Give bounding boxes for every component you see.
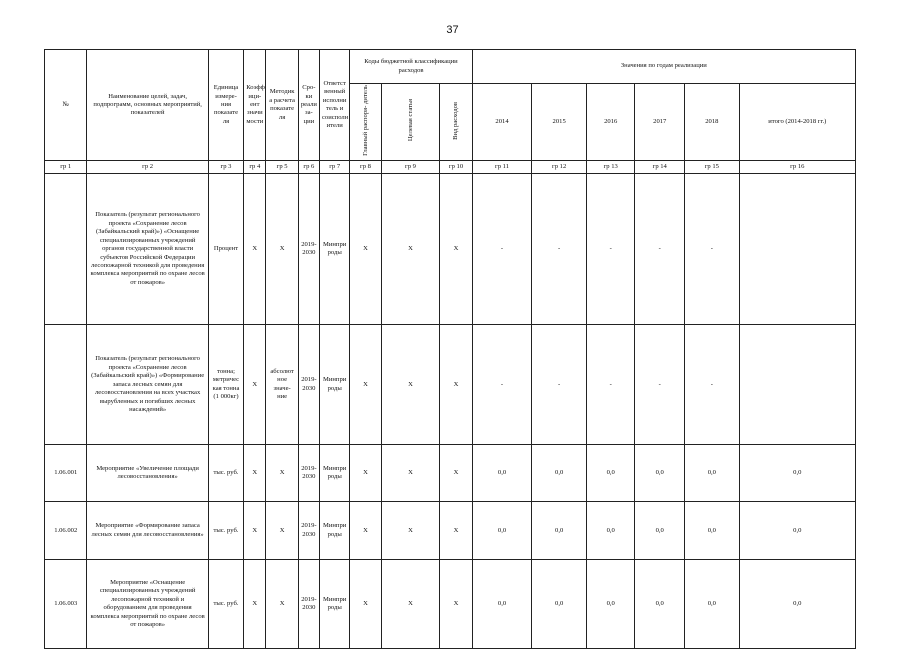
row-term: 2019-2030 bbox=[298, 560, 319, 649]
row-term: 2019-2030 bbox=[298, 502, 319, 560]
header-unit: Единица измере- ния показате ля bbox=[208, 50, 243, 161]
row-term: 2019-2030 bbox=[298, 174, 319, 325]
row-year-value: 0,0 bbox=[586, 560, 635, 649]
row-year-value: - bbox=[532, 325, 587, 445]
row-year-total bbox=[739, 174, 855, 325]
row-kbk-target-article: Х bbox=[381, 325, 440, 445]
row-year-value: 0,0 bbox=[635, 445, 685, 502]
row-responsible: Минпри роды bbox=[320, 445, 350, 502]
row-kbk-expense-type: Х bbox=[440, 502, 472, 560]
header-coef: Коэфф ици- ент значи мости bbox=[244, 50, 266, 161]
row-year-value: 0,0 bbox=[635, 502, 685, 560]
row-num bbox=[45, 174, 87, 325]
row-unit: тонна; метричес кая тонна (1 000кг) bbox=[208, 325, 243, 445]
row-coef: Х bbox=[244, 325, 266, 445]
row-year-value: - bbox=[635, 174, 685, 325]
row-responsible: Минпри роды bbox=[320, 174, 350, 325]
table-row bbox=[45, 174, 856, 325]
row-name: Мероприятие «Увеличение площади лесовосстановления» bbox=[87, 445, 208, 502]
group-cell: гр 11 bbox=[472, 161, 532, 174]
row-year-total: 0,0 bbox=[739, 560, 855, 649]
group-cell: гр 15 bbox=[685, 161, 740, 174]
header-kbk: Коды бюджетной классификации расходов bbox=[350, 50, 472, 84]
row-method: абсолют ное значе- ние bbox=[266, 325, 298, 445]
header-year-total: итого (2014-2018 гг.) bbox=[739, 84, 855, 161]
row-kbk-main-manager: Х bbox=[350, 502, 381, 560]
row-kbk-main-manager: Х bbox=[350, 325, 381, 445]
row-name: Показатель (результат регионального проекта «Сохранение лесов (Забайкальский край)») «Формирование запаса лесных семян для лесовосстановления на всех участках вырубленных и погибших лесных насаждений» bbox=[87, 325, 208, 445]
row-kbk-target-article: Х bbox=[381, 560, 440, 649]
group-cell: гр 8 bbox=[350, 161, 381, 174]
row-year-value: - bbox=[532, 174, 587, 325]
row-unit: тыс. руб. bbox=[208, 560, 243, 649]
row-name: Показатель (результат регионального проекта «Сохранение лесов (Забайкальский край)») «Оснащение специализированных учреждений органов государственной власти субъектов Российской Федерации лесопожарной техникой для проведения комплекса мероприятий по охране лесов от пожаров» bbox=[87, 174, 208, 325]
row-kbk-expense-type: Х bbox=[440, 325, 472, 445]
header-year: 2018 bbox=[685, 84, 740, 161]
row-method: Х bbox=[266, 560, 298, 649]
row-method: Х bbox=[266, 174, 298, 325]
row-kbk-expense-type: Х bbox=[440, 560, 472, 649]
header-num: № bbox=[45, 50, 87, 161]
row-kbk-main-manager: Х bbox=[350, 174, 381, 325]
row-method: Х bbox=[266, 445, 298, 502]
row-kbk-expense-type: Х bbox=[440, 445, 472, 502]
row-year-value: 0,0 bbox=[635, 560, 685, 649]
row-year-value: 0,0 bbox=[685, 560, 740, 649]
page-number: 37 bbox=[446, 24, 459, 36]
row-year-value: 0,0 bbox=[586, 445, 635, 502]
row-year-value: 0,0 bbox=[472, 560, 532, 649]
row-year-value: 0,0 bbox=[586, 502, 635, 560]
group-cell: гр 4 bbox=[244, 161, 266, 174]
header-kbk-main-manager: Главный распоря- дитель bbox=[350, 84, 381, 161]
row-year-value: - bbox=[472, 174, 532, 325]
header-year: 2015 bbox=[532, 84, 587, 161]
row-term: 2019-2030 bbox=[298, 325, 319, 445]
group-cell: гр 6 bbox=[298, 161, 319, 174]
row-year-value: 0,0 bbox=[472, 502, 532, 560]
row-kbk-target-article: Х bbox=[381, 445, 440, 502]
group-cell: гр 2 bbox=[87, 161, 208, 174]
group-cell: гр 9 bbox=[381, 161, 440, 174]
header-kbk-expense-type: Вид расходов bbox=[440, 84, 472, 161]
row-coef: Х bbox=[244, 174, 266, 325]
row-name: Мероприятие «Оснащение специализированных учреждений лесопожарной техникой и оборудованием для проведения комплекса мероприятий по охране лесов от пожаров» bbox=[87, 560, 208, 649]
row-name: Мероприятие «Формирование запаса лесных семян для лесовосстановления» bbox=[87, 502, 208, 560]
header-name: Наименование целей, задач, подпрограмм, основных мероприятий, показателей bbox=[87, 50, 208, 161]
row-kbk-main-manager: Х bbox=[350, 445, 381, 502]
row-num: 1.06.003 bbox=[45, 560, 87, 649]
group-cell: гр 12 bbox=[532, 161, 587, 174]
row-year-value: - bbox=[586, 325, 635, 445]
header-year: 2017 bbox=[635, 84, 685, 161]
row-year-value: 0,0 bbox=[685, 445, 740, 502]
row-year-total: 0,0 bbox=[739, 502, 855, 560]
group-cell: гр 14 bbox=[635, 161, 685, 174]
group-cell: гр 10 bbox=[440, 161, 472, 174]
group-number-row bbox=[45, 161, 856, 174]
row-coef: Х bbox=[244, 560, 266, 649]
group-cell: гр 13 bbox=[586, 161, 635, 174]
row-kbk-target-article: Х bbox=[381, 174, 440, 325]
row-unit: тыс. руб. bbox=[208, 445, 243, 502]
row-kbk-expense-type: Х bbox=[440, 174, 472, 325]
group-cell: гр 1 bbox=[45, 161, 87, 174]
table-row bbox=[45, 325, 856, 445]
row-unit: Процент bbox=[208, 174, 243, 325]
row-responsible: Минпри роды bbox=[320, 325, 350, 445]
table-row bbox=[45, 560, 856, 649]
header-years-title: Значения по годам реализации bbox=[472, 50, 855, 84]
row-year-value: - bbox=[685, 174, 740, 325]
row-kbk-main-manager: Х bbox=[350, 560, 381, 649]
row-unit: тыс. руб. bbox=[208, 502, 243, 560]
row-year-value: 0,0 bbox=[685, 502, 740, 560]
header-responsible: Ответст венный исполни тель и соисполн ители bbox=[320, 50, 350, 161]
row-responsible: Минпри роды bbox=[320, 502, 350, 560]
row-method: Х bbox=[266, 502, 298, 560]
row-num bbox=[45, 325, 87, 445]
row-year-value: 0,0 bbox=[532, 560, 587, 649]
table-row bbox=[45, 445, 856, 502]
row-year-value: 0,0 bbox=[472, 445, 532, 502]
row-year-value: - bbox=[472, 325, 532, 445]
group-cell: гр 3 bbox=[208, 161, 243, 174]
group-cell: гр 5 bbox=[266, 161, 298, 174]
row-year-total: 0,0 bbox=[739, 445, 855, 502]
group-cell: гр 16 bbox=[739, 161, 855, 174]
header-method: Методик а расчета показате ля bbox=[266, 50, 298, 161]
row-term: 2019-2030 bbox=[298, 445, 319, 502]
row-year-value: 0,0 bbox=[532, 445, 587, 502]
header-term: Сро- ки реали за- ции bbox=[298, 50, 319, 161]
row-year-total bbox=[739, 325, 855, 445]
header-year: 2016 bbox=[586, 84, 635, 161]
row-year-value: - bbox=[586, 174, 635, 325]
header-kbk-target-article: Целевая статья bbox=[381, 84, 440, 161]
header-year: 2014 bbox=[472, 84, 532, 161]
group-cell: гр 7 bbox=[320, 161, 350, 174]
row-num: 1.06.001 bbox=[45, 445, 87, 502]
row-num: 1.06.002 bbox=[45, 502, 87, 560]
row-year-value: 0,0 bbox=[532, 502, 587, 560]
row-year-value: - bbox=[635, 325, 685, 445]
row-responsible: Минпри роды bbox=[320, 560, 350, 649]
table-row bbox=[45, 502, 856, 560]
row-coef: Х bbox=[244, 502, 266, 560]
row-kbk-target-article: Х bbox=[381, 502, 440, 560]
indicators-table bbox=[44, 49, 856, 649]
row-coef: Х bbox=[244, 445, 266, 502]
row-year-value: - bbox=[685, 325, 740, 445]
